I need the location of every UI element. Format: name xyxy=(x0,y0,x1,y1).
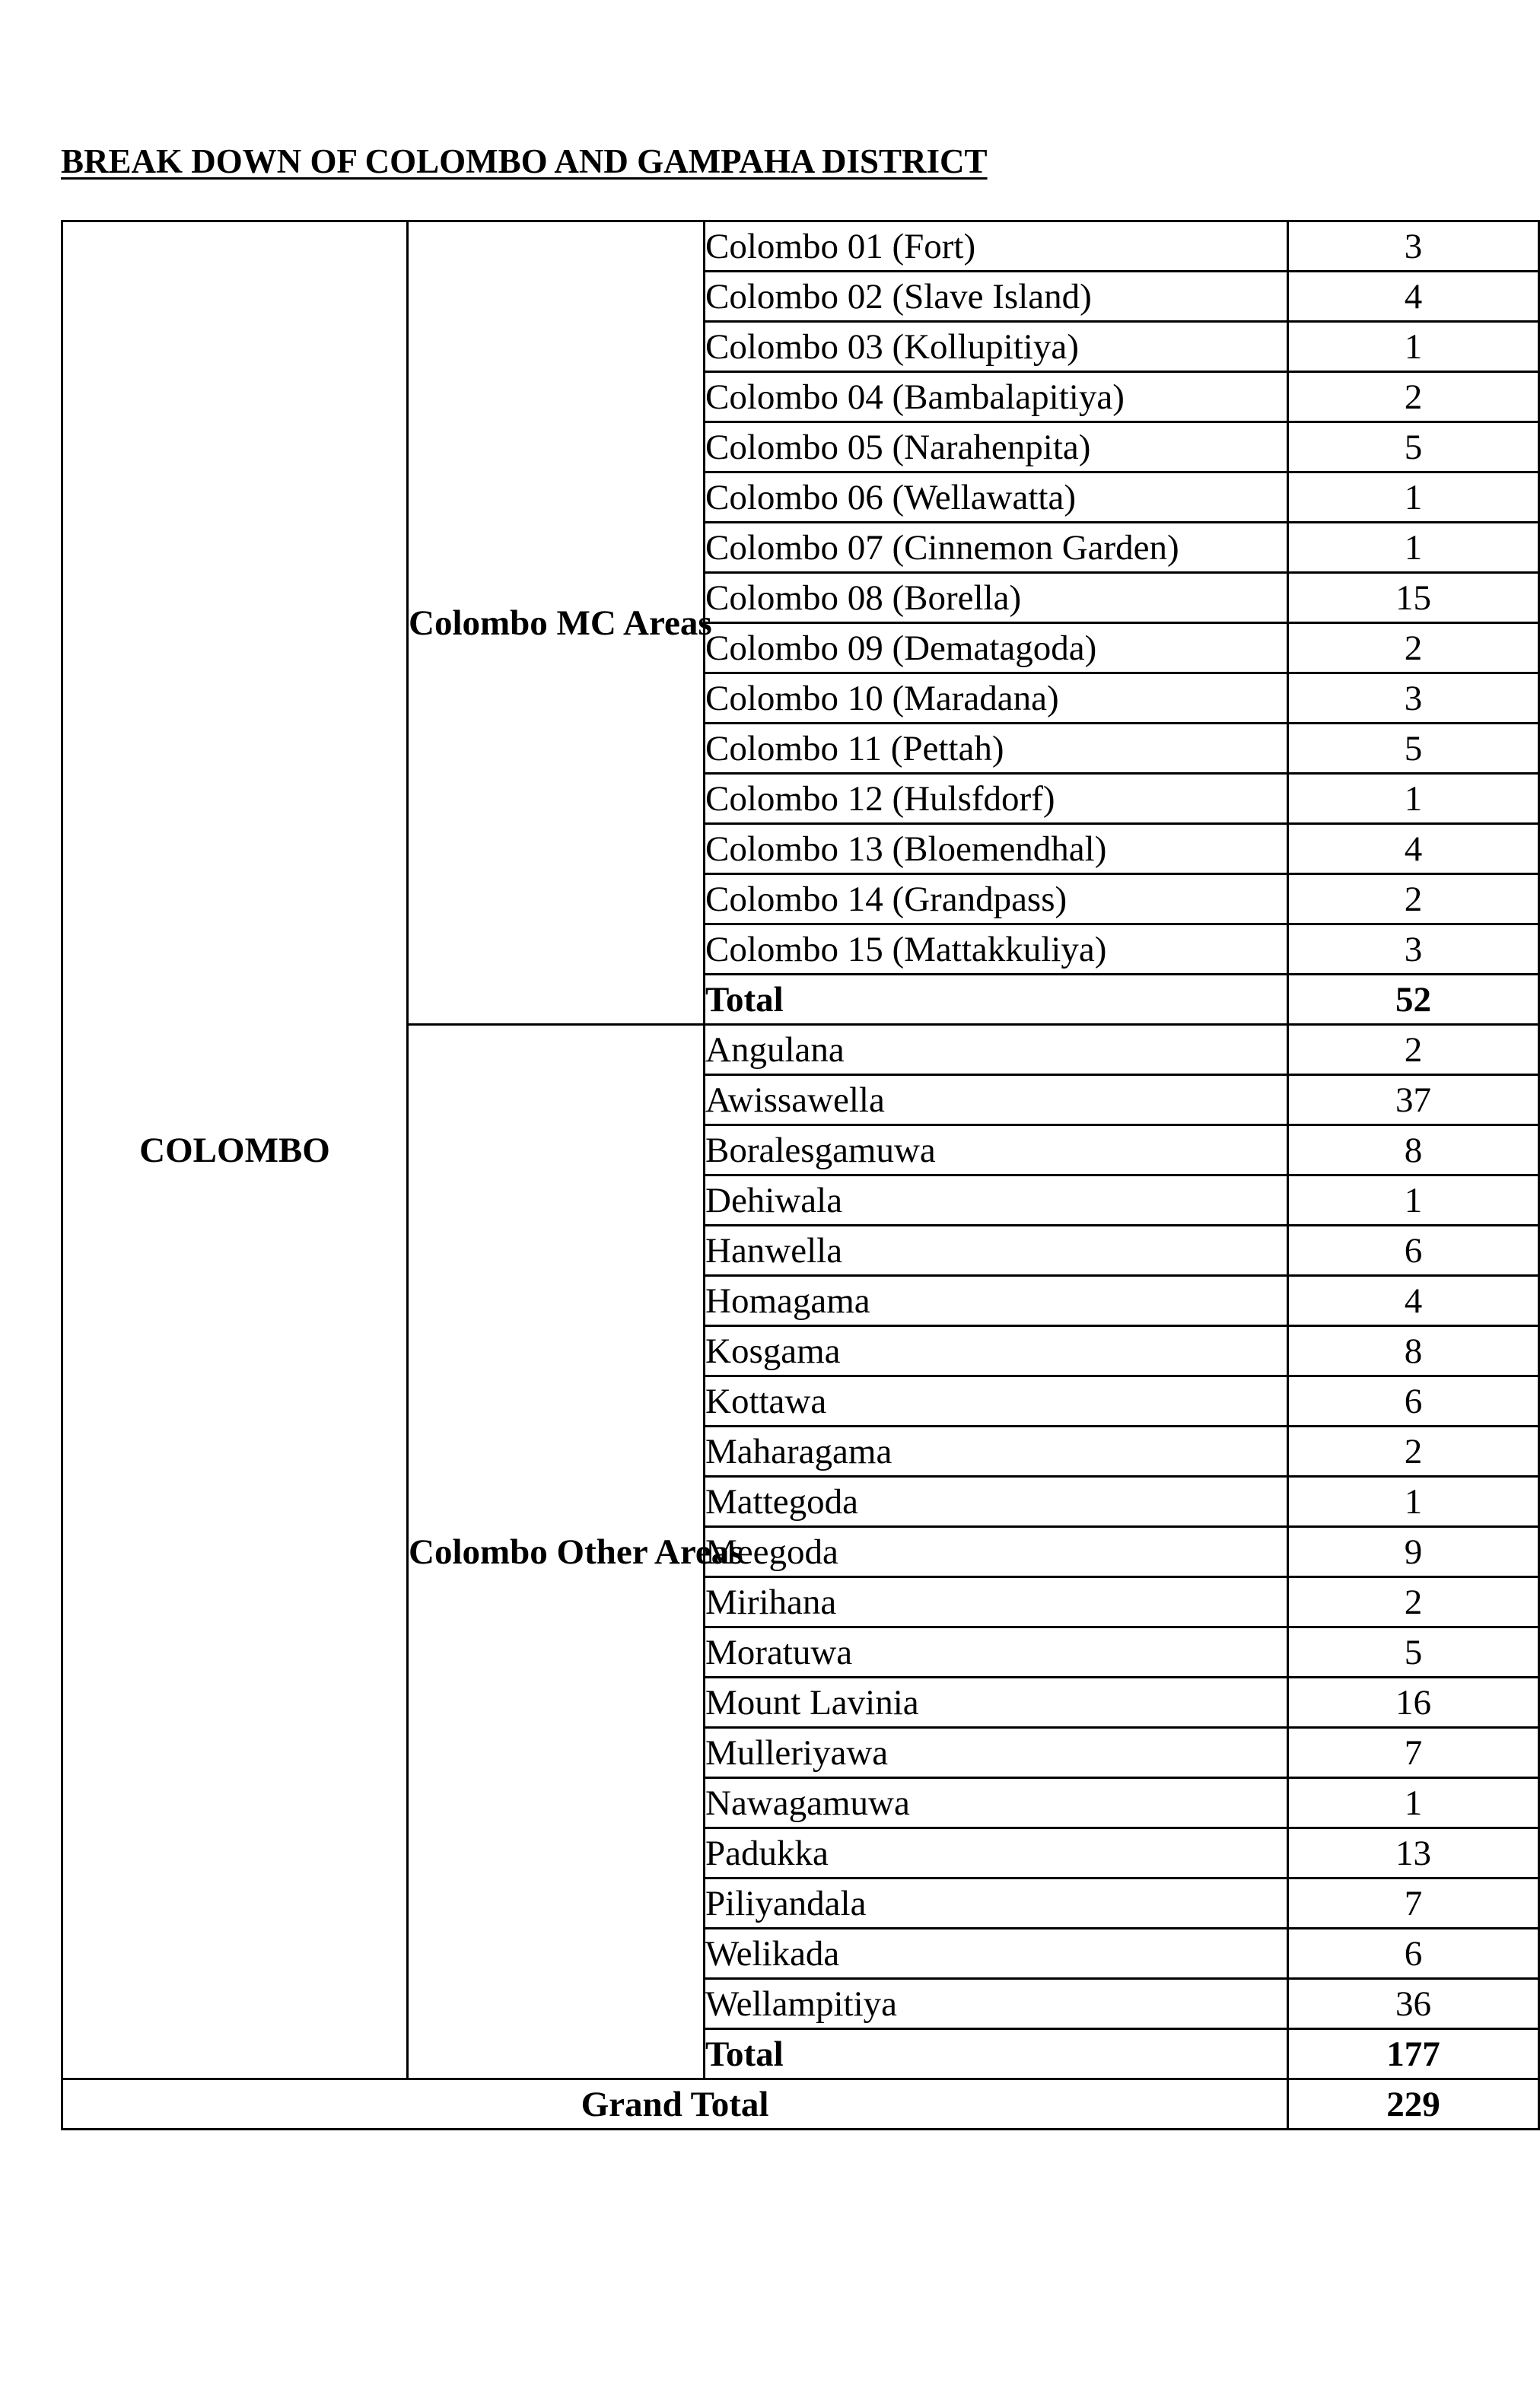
location-count-cell: 36 xyxy=(1288,1979,1539,2029)
location-name-cell: Colombo 06 (Wellawatta) xyxy=(705,472,1288,523)
location-count-cell: 8 xyxy=(1288,1125,1539,1175)
location-count-cell: 2 xyxy=(1288,623,1539,673)
location-count-cell: 2 xyxy=(1288,1577,1539,1627)
location-count-cell: 2 xyxy=(1288,1427,1539,1477)
location-name-cell: Colombo 01 (Fort) xyxy=(705,221,1288,272)
total-label-cell: Total xyxy=(705,2029,1288,2079)
location-name-cell: Piliyandala xyxy=(705,1879,1288,1929)
location-count-cell: 13 xyxy=(1288,1828,1539,1879)
location-count-cell: 4 xyxy=(1288,1276,1539,1326)
location-name-cell: Colombo 02 (Slave Island) xyxy=(705,272,1288,322)
location-count-cell: 3 xyxy=(1288,924,1539,975)
district-breakdown-table xyxy=(61,220,1540,2130)
location-count-cell: 7 xyxy=(1288,1728,1539,1778)
location-count-cell: 6 xyxy=(1288,1376,1539,1427)
location-name-cell: Kosgama xyxy=(705,1326,1288,1376)
location-name-cell: Angulana xyxy=(705,1025,1288,1075)
location-count-cell: 8 xyxy=(1288,1326,1539,1376)
location-count-cell: 3 xyxy=(1288,673,1539,724)
location-count-cell: 1 xyxy=(1288,1778,1539,1828)
total-label-cell: Total xyxy=(705,975,1288,1025)
location-name-cell: Moratuwa xyxy=(705,1627,1288,1678)
location-name-cell: Homagama xyxy=(705,1276,1288,1326)
location-name-cell: Padukka xyxy=(705,1828,1288,1879)
location-name-cell: Mount Lavinia xyxy=(705,1678,1288,1728)
location-count-cell: 3 xyxy=(1288,221,1539,272)
location-name-cell: Maharagama xyxy=(705,1427,1288,1477)
location-name-cell: Colombo 14 (Grandpass) xyxy=(705,874,1288,924)
location-name-cell: Colombo 08 (Borella) xyxy=(705,573,1288,623)
location-name-cell: Meegoda xyxy=(705,1527,1288,1577)
location-name-cell: Awissawella xyxy=(705,1075,1288,1125)
location-count-cell: 1 xyxy=(1288,523,1539,573)
location-count-cell: 5 xyxy=(1288,724,1539,774)
document-title: BREAK DOWN OF COLOMBO AND GAMPAHA DISTRICT xyxy=(61,142,988,180)
location-name-cell: Kottawa xyxy=(705,1376,1288,1427)
total-value-cell: 52 xyxy=(1288,975,1539,1025)
location-count-cell: 9 xyxy=(1288,1527,1539,1577)
location-name-cell: Mirihana xyxy=(705,1577,1288,1627)
location-name-cell: Nawagamuwa xyxy=(705,1778,1288,1828)
location-name-cell: Colombo 07 (Cinnemon Garden) xyxy=(705,523,1288,573)
location-name-cell: Mattegoda xyxy=(705,1477,1288,1527)
location-name-cell: Dehiwala xyxy=(705,1175,1288,1226)
location-name-cell: Hanwella xyxy=(705,1226,1288,1276)
location-count-cell: 7 xyxy=(1288,1879,1539,1929)
grand-total-label-cell: Grand Total xyxy=(62,2079,1288,2130)
location-count-cell: 15 xyxy=(1288,573,1539,623)
area-name-cell: Colombo Other Areas xyxy=(408,1025,705,2079)
location-count-cell: 4 xyxy=(1288,824,1539,874)
location-name-cell: Boralesgamuwa xyxy=(705,1125,1288,1175)
location-count-cell: 6 xyxy=(1288,1929,1539,1979)
location-name-cell: Colombo 10 (Maradana) xyxy=(705,673,1288,724)
location-count-cell: 2 xyxy=(1288,1025,1539,1075)
location-count-cell: 4 xyxy=(1288,272,1539,322)
total-value-cell: 177 xyxy=(1288,2029,1539,2079)
location-name-cell: Mulleriyawa xyxy=(705,1728,1288,1778)
table-row xyxy=(62,221,1539,272)
area-name-cell: Colombo MC Areas xyxy=(408,221,705,1025)
location-count-cell: 2 xyxy=(1288,874,1539,924)
location-name-cell: Wellampitiya xyxy=(705,1979,1288,2029)
table-body xyxy=(62,221,1539,2130)
location-count-cell: 5 xyxy=(1288,422,1539,472)
location-count-cell: 1 xyxy=(1288,472,1539,523)
location-name-cell: Colombo 05 (Narahenpita) xyxy=(705,422,1288,472)
grand-total-value-cell: 229 xyxy=(1288,2079,1539,2130)
district-name-cell: COLOMBO xyxy=(62,221,408,2079)
location-count-cell: 16 xyxy=(1288,1678,1539,1728)
location-name-cell: Welikada xyxy=(705,1929,1288,1979)
location-name-cell: Colombo 04 (Bambalapitiya) xyxy=(705,372,1288,422)
location-name-cell: Colombo 09 (Dematagoda) xyxy=(705,623,1288,673)
location-count-cell: 37 xyxy=(1288,1075,1539,1125)
location-count-cell: 5 xyxy=(1288,1627,1539,1678)
location-count-cell: 1 xyxy=(1288,1175,1539,1226)
location-name-cell: Colombo 11 (Pettah) xyxy=(705,724,1288,774)
location-name-cell: Colombo 12 (Hulsfdorf) xyxy=(705,774,1288,824)
location-count-cell: 2 xyxy=(1288,372,1539,422)
location-name-cell: Colombo 13 (Bloemendhal) xyxy=(705,824,1288,874)
location-name-cell: Colombo 03 (Kollupitiya) xyxy=(705,322,1288,372)
location-count-cell: 1 xyxy=(1288,1477,1539,1527)
location-count-cell: 1 xyxy=(1288,774,1539,824)
location-name-cell: Colombo 15 (Mattakkuliya) xyxy=(705,924,1288,975)
grand-total-row xyxy=(62,2079,1539,2130)
location-count-cell: 1 xyxy=(1288,322,1539,372)
location-count-cell: 6 xyxy=(1288,1226,1539,1276)
